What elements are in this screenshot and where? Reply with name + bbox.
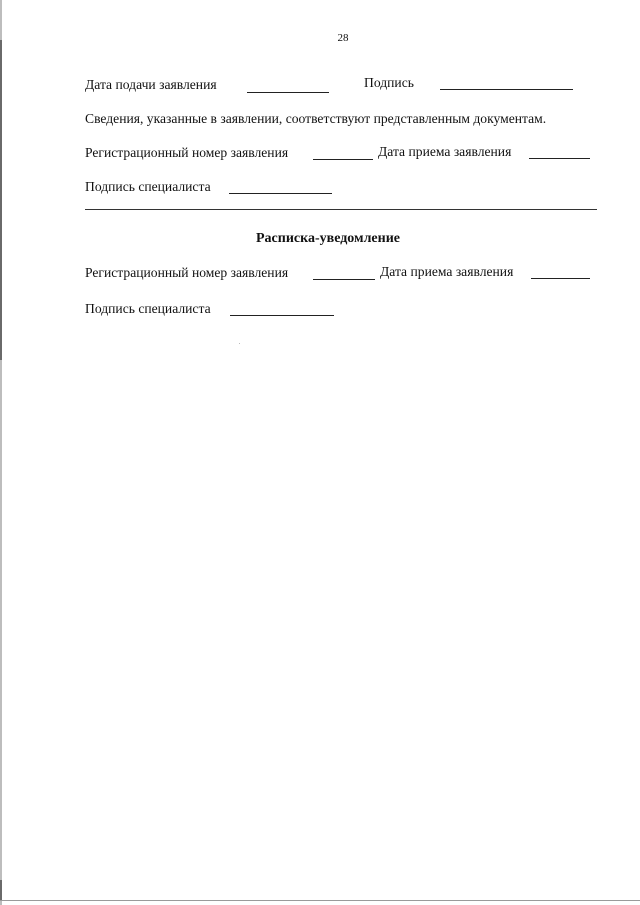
scan-edge-mark	[0, 880, 2, 900]
cut-line-separator	[85, 209, 597, 210]
specialist-signature-blank[interactable]	[229, 193, 332, 194]
signature-blank[interactable]	[440, 89, 573, 90]
conformity-statement: Сведения, указанные в заявлении, соответствуют представленным документам.	[85, 111, 547, 126]
notice-receipt-date-label: Дата приема заявления	[380, 264, 514, 279]
notice-specialist-signature-label: Подпись специалиста	[85, 301, 211, 316]
notice-specialist-signature-blank[interactable]	[230, 315, 334, 316]
registration-number-blank[interactable]	[313, 159, 373, 160]
submission-date-label: Дата подачи заявления	[85, 77, 217, 92]
notice-receipt-date-blank[interactable]	[531, 278, 590, 279]
scan-speck	[239, 343, 240, 344]
notice-registration-number-label: Регистрационный номер заявления	[85, 265, 289, 280]
notice-title: Расписка-уведомление	[256, 231, 400, 246]
specialist-signature-label: Подпись специалиста	[85, 179, 211, 194]
signature-label: Подпись	[364, 75, 414, 90]
receipt-date-blank[interactable]	[529, 158, 590, 159]
notice-registration-number-blank[interactable]	[313, 279, 375, 280]
scan-bottom-edge	[0, 900, 640, 901]
receipt-date-label: Дата приема заявления	[378, 144, 512, 159]
page-number: 28	[337, 32, 349, 44]
registration-number-label: Регистрационный номер заявления	[85, 145, 289, 160]
submission-date-blank[interactable]	[247, 92, 329, 93]
scan-edge-mark	[0, 40, 2, 360]
